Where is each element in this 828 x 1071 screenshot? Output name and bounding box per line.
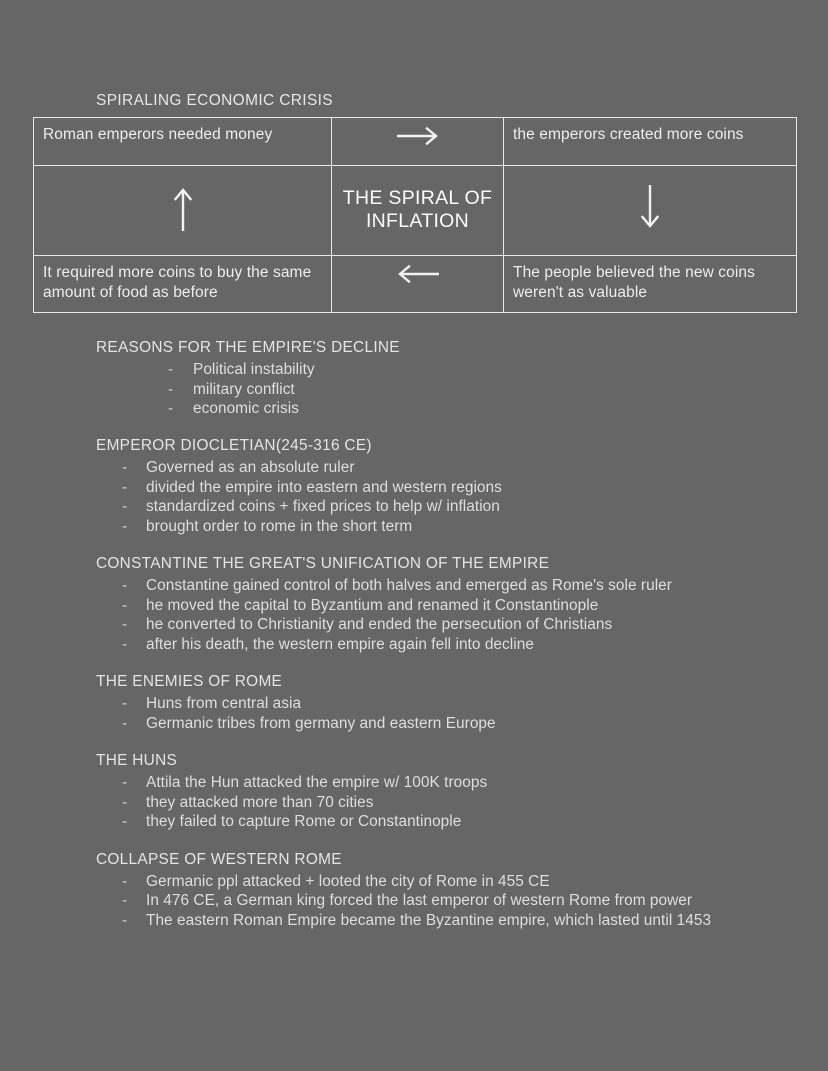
bullet-dash-icon: -: [122, 813, 128, 831]
bullet-dash-icon: -: [122, 635, 128, 653]
bullet-dash-icon: -: [122, 774, 128, 792]
list-item: [96, 478, 796, 497]
section-heading: EMPEROR DIOCLETIAN(245-316 CE): [96, 437, 372, 455]
table-row: [34, 166, 797, 256]
arrow-left-icon: [395, 263, 441, 285]
list-item: [96, 517, 796, 536]
list-item-text: he converted to Christianity and ended the persecution of Christians: [146, 616, 613, 634]
list-item-text: they attacked more than 70 cities: [146, 793, 374, 811]
cell-top-left: [34, 118, 332, 166]
list-item: [96, 615, 796, 634]
section-heading: COLLAPSE OF WESTERN ROME: [96, 850, 342, 868]
spiral-label-line1: THE SPIRAL OF: [342, 186, 493, 209]
arrow-down-icon: [638, 183, 662, 233]
list-item-text: standardized coins + fixed prices to help w/ inflation: [146, 498, 500, 516]
list-item-text: Attila the Hun attacked the empire w/ 100K troops: [146, 774, 488, 792]
bullet-dash-icon: -: [122, 498, 128, 516]
list-item: [96, 891, 796, 910]
section-heading: REASONS FOR THE EMPIRE'S DECLINE: [96, 339, 400, 356]
list-item-text: after his death, the western empire again fell into decline: [146, 635, 534, 653]
list-item-text: Political instability: [193, 361, 315, 379]
list-item-text: Constantine gained control of both halves and emerged as Rome's sole ruler: [146, 577, 672, 595]
spiral-of-inflation-table: [33, 117, 797, 313]
list-item: [96, 635, 796, 654]
bullet-dash-icon: -: [122, 793, 128, 811]
spiral-label-line2: INFLATION: [365, 210, 470, 232]
bullet-dash-icon: -: [122, 695, 128, 713]
bullet-list: [96, 458, 796, 536]
bullet-dash-icon: -: [122, 616, 128, 634]
cell-arrow-left: [34, 166, 332, 256]
list-item-text: In 476 CE, a German king forced the last emperor of western Rome from power: [146, 892, 693, 910]
bullet-list: [96, 872, 796, 930]
note-section: [96, 338, 796, 418]
note-section: [96, 436, 796, 536]
note-section: [96, 554, 796, 654]
list-item: [96, 497, 796, 516]
diagram-title: SPIRALING ECONOMIC CRISIS: [96, 92, 333, 109]
note-section: [96, 850, 796, 930]
list-item: [96, 872, 796, 891]
list-item-text: he moved the capital to Byzantium and renamed it Constantinople: [146, 596, 599, 614]
section-heading: CONSTANTINE THE GREAT'S UNIFICATION OF THE EMPIRE: [96, 555, 550, 573]
spiral-label: [341, 187, 494, 234]
cell-center-label: [332, 166, 504, 256]
list-item: [96, 694, 796, 713]
cell-bottom-right-text: The people believed the new coins weren't as valuable: [513, 264, 755, 302]
bullet-dash-icon: -: [122, 911, 128, 929]
bullet-list: [96, 360, 796, 418]
list-item: [96, 399, 796, 418]
cell-arrow-top: [332, 118, 504, 166]
bullet-dash-icon: -: [122, 872, 128, 890]
cell-bottom-left-text: It required more coins to buy the same amount of food as before: [43, 264, 312, 302]
bullet-list: [96, 773, 796, 831]
arrow-right-icon: [395, 125, 441, 147]
list-item: [96, 773, 796, 792]
note-section: [96, 751, 796, 831]
list-item: [96, 458, 796, 477]
list-item-text: Germanic tribes from germany and eastern Europe: [146, 714, 496, 732]
bullet-dash-icon: -: [122, 517, 128, 535]
cell-top-left-text: Roman emperors needed money: [43, 126, 273, 143]
list-item-text: Governed as an absolute ruler: [146, 459, 355, 477]
list-item-text: Germanic ppl attacked + looted the city of Rome in 455 CE: [146, 872, 550, 890]
bullet-dash-icon: -: [122, 892, 128, 910]
list-item-text: Huns from central asia: [146, 695, 302, 713]
list-item-text: military conflict: [193, 380, 295, 398]
bullet-dash-icon: -: [122, 714, 128, 732]
section-heading: THE HUNS: [96, 752, 178, 770]
section-heading: THE ENEMIES OF ROME: [96, 673, 283, 691]
cell-bottom-right: [504, 256, 797, 313]
list-item-text: brought order to rome in the short term: [146, 517, 413, 535]
table-row: [34, 256, 797, 313]
bullet-dash-icon: -: [122, 459, 128, 477]
spiral-diagram: [33, 92, 796, 313]
bullet-dash-icon: -: [122, 577, 128, 595]
bullet-dash-icon: -: [168, 380, 174, 398]
arrow-up-icon: [171, 183, 195, 233]
list-item: [96, 714, 796, 733]
notes-body: [96, 338, 796, 930]
bullet-dash-icon: -: [122, 596, 128, 614]
list-item: [96, 596, 796, 615]
list-item: [96, 911, 796, 930]
list-item: [96, 793, 796, 812]
list-item-text: they failed to capture Rome or Constantinople: [146, 813, 462, 831]
list-item: [96, 360, 796, 379]
bullet-dash-icon: -: [168, 361, 174, 379]
cell-bottom-left: [34, 256, 332, 313]
list-item-text: divided the empire into eastern and western regions: [146, 478, 502, 496]
bullet-dash-icon: -: [168, 399, 174, 417]
list-item-text: The eastern Roman Empire became the Byzantine empire, which lasted until 1453: [146, 911, 712, 929]
bullet-dash-icon: -: [122, 478, 128, 496]
list-item: [96, 380, 796, 399]
list-item: [96, 812, 796, 831]
cell-arrow-right: [504, 166, 797, 256]
note-section: [96, 672, 796, 733]
cell-top-right: [504, 118, 797, 166]
bullet-list: [96, 576, 796, 654]
list-item: [96, 576, 796, 595]
table-row: [34, 118, 797, 166]
list-item-text: economic crisis: [193, 399, 299, 417]
cell-top-right-text: the emperors created more coins: [513, 126, 744, 143]
cell-arrow-bottom: [332, 256, 504, 313]
bullet-list: [96, 694, 796, 733]
